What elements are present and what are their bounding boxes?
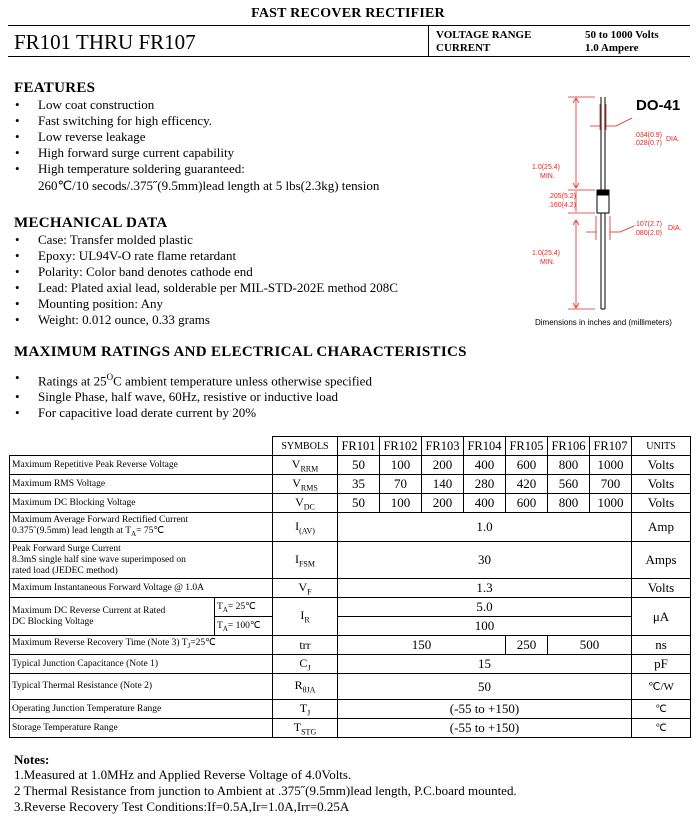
ratings-table	[9, 436, 691, 738]
table-row	[10, 700, 691, 719]
header-bottom-rule	[8, 56, 690, 57]
condition-item: • Single Phase, half wave, 60Hz, resistive or inductive load	[14, 389, 372, 405]
feature-continuation: 260℃/10 secods/.375˝(9.5mm)lead length at 5 lbs(2.3kg) tension	[38, 178, 380, 193]
current-value: 1.0 Ampere	[585, 42, 639, 54]
feature-item: • High temperature soldering guaranteed:	[14, 161, 245, 177]
value-cell: 800	[548, 494, 590, 513]
value-cell: 800	[548, 456, 590, 475]
row-symbol: trr	[273, 636, 338, 655]
row-description: Typical Junction Capacitance (Note 1)	[10, 655, 273, 674]
value-cell: 70	[380, 475, 422, 494]
dim-body-dia-min: .080(2.0)	[634, 230, 663, 237]
value-cell: 150	[338, 636, 506, 655]
unit-cell: ns	[632, 636, 691, 655]
value-cell: 420	[506, 475, 548, 494]
col-symbols: SYMBOLS	[273, 437, 338, 456]
feature-item: • High forward surge current capability	[14, 145, 245, 161]
diode-outline	[597, 97, 609, 309]
dim-body-length-max: .205(5.2)	[548, 193, 577, 200]
feature-item: • Fast switching for high efficency.	[14, 113, 245, 129]
dim-dia-label-1: DIA.	[666, 136, 680, 143]
unit-cell: μA	[632, 598, 691, 636]
mechanical-item: • Case: Transfer molded plastic	[14, 232, 398, 248]
dim-lead-dia-max: .034(0.9)	[634, 132, 663, 139]
row-description: Operating Junction Temperature Range	[10, 700, 273, 719]
table-row	[10, 636, 691, 655]
condition-cell: $T_A=$ 100℃	[215, 617, 273, 636]
col-fr101: FR101	[338, 437, 380, 456]
row-symbol: $I_{FSM}$	[273, 542, 338, 579]
feature-item: • Low reverse leakage	[14, 129, 245, 145]
value-cell: 15	[338, 655, 632, 674]
features-list	[14, 97, 245, 177]
value-cell: 1000	[590, 494, 632, 513]
row-symbol: $V_{DC}$	[273, 494, 338, 513]
row-description: Maximum DC Blocking Voltage	[10, 494, 273, 513]
row-symbol: $I_R$	[273, 598, 338, 636]
table-row	[10, 598, 691, 617]
table-row	[10, 494, 691, 513]
value-cell: 50	[338, 674, 632, 700]
unit-cell: Amps	[632, 542, 691, 579]
unit-cell: ℃/W	[632, 674, 691, 700]
value-cell: 50	[338, 456, 380, 475]
value-cell: (-55 to +150)	[338, 719, 632, 738]
dim-lead-length-bottom: 1.0(25.4)	[532, 250, 561, 257]
mechanical-list	[14, 232, 398, 327]
dim-body-dia-max: .107(2.7)	[634, 221, 663, 228]
package-name: DO-41	[636, 97, 681, 114]
document-title: FAST RECOVER RECTIFIER	[251, 6, 445, 21]
value-cell: 500	[548, 636, 632, 655]
row-symbol: $V_{RRM}$	[273, 456, 338, 475]
value-cell: 100	[338, 617, 632, 636]
value-cell: 1.0	[338, 513, 632, 542]
voltage-range-label: VOLTAGE RANGE	[436, 29, 532, 41]
value-cell: 50	[338, 494, 380, 513]
col-units: UNITS	[632, 437, 691, 456]
row-description: Maximum Instantaneous Forward Voltage @ 1.0A	[10, 579, 273, 598]
value-cell: 250	[506, 636, 548, 655]
condition-item: • For capacitive load derate current by 20%	[14, 405, 372, 421]
value-cell: 100	[380, 494, 422, 513]
value-cell: 600	[506, 456, 548, 475]
row-description: Peak Forward Surge Current 8.3mS single half sine wave superimposed on rated load (JEDEC method)	[10, 542, 273, 579]
package-drawing	[520, 90, 696, 320]
condition-item: • Ratings at $25^OC$ ambient temperature unless otherwise specified	[14, 370, 372, 389]
dim-lead-dia-min: .028(0.7)	[634, 140, 663, 147]
value-cell: 200	[422, 456, 464, 475]
part-number-range: FR101 THRU FR107	[14, 30, 196, 54]
value-cell: 35	[338, 475, 380, 494]
mechanical-item: • Weight: 0.012 ounce, 0.33 grams	[14, 312, 398, 328]
ratings-conditions-list	[14, 370, 372, 421]
dim-lead-length-top: 1.0(25.4)	[532, 164, 561, 171]
value-cell: 140	[422, 475, 464, 494]
col-fr102: FR102	[380, 437, 422, 456]
unit-cell: ℃	[632, 700, 691, 719]
table-row	[10, 719, 691, 738]
row-symbol: $V_F$	[273, 579, 338, 598]
row-description: Maximum DC Reverse Current at Rated DC Blocking Voltage	[10, 598, 215, 636]
dim-dia-label-2: DIA.	[668, 225, 682, 232]
row-symbol: $C_J$	[273, 655, 338, 674]
mechanical-item: • Lead: Plated axial lead, solderable per MIL-STD-202E method 208C	[14, 280, 398, 296]
dimensions-caption: Dimensions in inches and (millimeters)	[535, 318, 672, 327]
col-fr103: FR103	[422, 437, 464, 456]
value-cell: 100	[380, 456, 422, 475]
row-description: Maximum RMS Voltage	[10, 475, 273, 494]
table-header-row	[10, 437, 691, 456]
mechanical-item: • Mounting position: Any	[14, 296, 398, 312]
row-description: Maximum Average Forward Rectified Current 0.375˝(9.5mm) lead length at $T_A=$ 75℃	[10, 513, 273, 542]
table-row	[10, 674, 691, 700]
value-cell: 600	[506, 494, 548, 513]
features-heading: FEATURES	[14, 80, 96, 96]
row-symbol: $R_{\theta JA}$	[273, 674, 338, 700]
value-cell: 200	[422, 494, 464, 513]
value-cell: 1000	[590, 456, 632, 475]
note-item: 2 Thermal Resistance from junction to Ambient at .375˝(9.5mm)lead length, P.C.board mounted.	[14, 783, 517, 798]
dim-lead-length-bottom-min: MIN.	[540, 259, 555, 266]
current-label: CURRENT	[436, 42, 491, 54]
header-top-rule	[8, 25, 690, 26]
unit-cell: Volts	[632, 579, 691, 598]
table-row	[10, 475, 691, 494]
row-symbol: $I_{(AV)}$	[273, 513, 338, 542]
unit-cell: pF	[632, 655, 691, 674]
value-cell: 700	[590, 475, 632, 494]
value-cell: 1.3	[338, 579, 632, 598]
row-symbol: $V_{RMS}$	[273, 475, 338, 494]
unit-cell: ℃	[632, 719, 691, 738]
table-row	[10, 579, 691, 598]
unit-cell: Amp	[632, 513, 691, 542]
value-cell: 560	[548, 475, 590, 494]
unit-cell: Volts	[632, 494, 691, 513]
row-description: Maximum Repetitive Peak Reverse Voltage	[10, 456, 273, 475]
row-symbol: $T_{STG}$	[273, 719, 338, 738]
table-row	[10, 542, 691, 579]
row-description: Storage Temperature Range	[10, 719, 273, 738]
row-description: Maximum Reverse Recovery Time (Note 3) $T_J=25℃$	[10, 636, 273, 655]
table-row	[10, 456, 691, 475]
value-cell: 5.0	[338, 598, 632, 617]
header-divider	[428, 25, 429, 56]
feature-item: • Low coat construction	[14, 97, 245, 113]
voltage-range-value: 50 to 1000 Volts	[585, 29, 659, 41]
col-fr107: FR107	[590, 437, 632, 456]
unit-cell: Volts	[632, 475, 691, 494]
row-description: Typical Thermal Resistance (Note 2)	[10, 674, 273, 700]
dim-lead-length-top-min: MIN.	[540, 173, 555, 180]
table-row	[10, 655, 691, 674]
value-cell: 400	[464, 494, 506, 513]
condition-cell: $T_A=$ 25℃	[215, 598, 273, 617]
value-cell: 30	[338, 542, 632, 579]
ratings-heading: MAXIMUM RATINGS AND ELECTRICAL CHARACTERISTICS	[14, 344, 467, 360]
mechanical-heading: MECHANICAL DATA	[14, 215, 168, 231]
dim-body-length-min: .160(4.2)	[548, 202, 577, 209]
col-fr105: FR105	[506, 437, 548, 456]
note-item: 3.Reverse Recovery Test Conditions:If=0.5A,Ir=1.0A,Irr=0.25A	[14, 799, 350, 814]
value-cell: 400	[464, 456, 506, 475]
notes-title: Notes:	[14, 752, 50, 767]
value-cell: 280	[464, 475, 506, 494]
row-symbol: $T_J$	[273, 700, 338, 719]
mechanical-item: • Epoxy: UL94V-O rate flame retardant	[14, 248, 398, 264]
col-fr106: FR106	[548, 437, 590, 456]
mechanical-item: • Polarity: Color band denotes cathode end	[14, 264, 398, 280]
note-item: 1.Measured at 1.0MHz and Applied Reverse Voltage of 4.0Volts.	[14, 767, 352, 782]
value-cell: (-55 to +150)	[338, 700, 632, 719]
col-fr104: FR104	[464, 437, 506, 456]
table-row	[10, 513, 691, 542]
unit-cell: Volts	[632, 456, 691, 475]
